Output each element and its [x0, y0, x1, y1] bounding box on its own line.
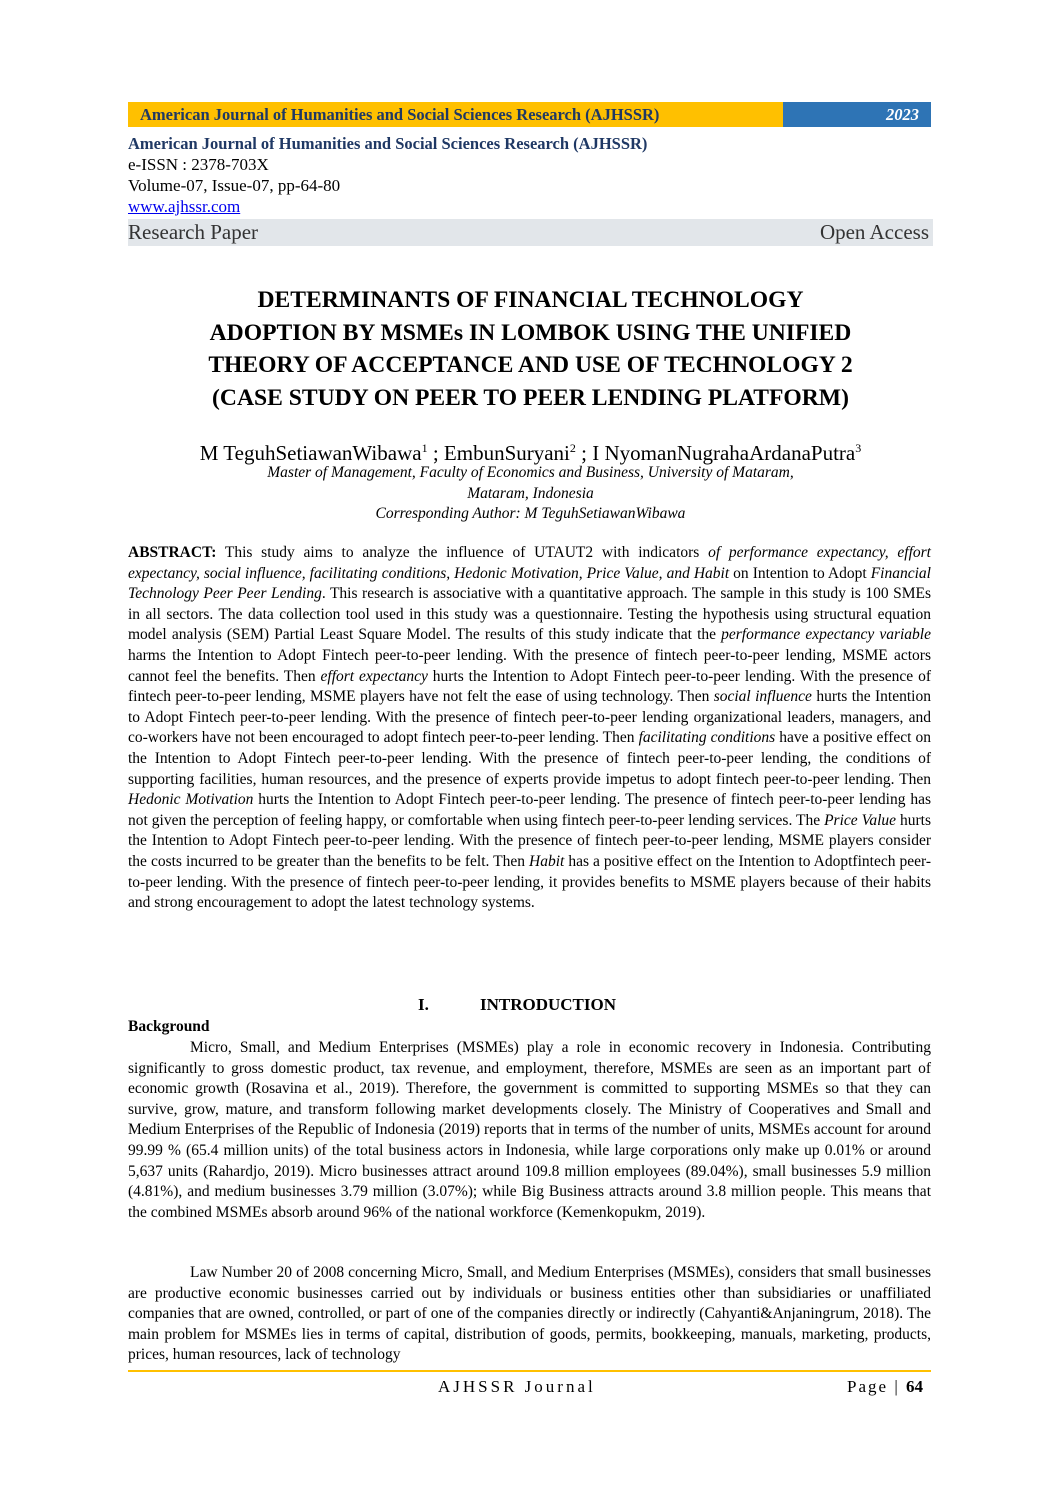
- abstract-label: ABSTRACT:: [128, 544, 217, 561]
- author-list: [128, 435, 933, 466]
- page-number: 64: [906, 1377, 923, 1396]
- abstract-italic-term: facilitating conditions: [638, 729, 776, 747]
- abstract-text: . This research is associative with a quantitative approach. The sample in this study is 100 SMEs in all sectors. The data collection tool used in this study was a questionnaire. Testing the hypothesis using structural equation model analysis (SEM) Partial Least Square Model. The results of this study indicate that the: [128, 585, 932, 644]
- header-year: 2023: [783, 102, 931, 127]
- footer-rule: [128, 1370, 931, 1372]
- abstract-text: hurts the Intention to Adopt Fintech peer-to-peer lending. The presence of fintech peer-to-peer lending has not given the perception of feeling happy, or comfortable when using fintech peer-to-peer lending services. The: [128, 791, 931, 829]
- author-name: M TeguhSetiawanWibawa: [199, 441, 422, 465]
- abstract-text: This study aims to analyze the influence of UTAUT2 with indicators: [216, 544, 709, 561]
- section-number: I.: [418, 995, 429, 1014]
- footer-page: [847, 1375, 923, 1399]
- affiliation: [128, 463, 933, 525]
- access-type: Open Access: [819, 220, 929, 244]
- abstract-italic-term: of performance expectancy, effort expectancy, social influence, facilitating conditions, Hedonic Motivation, Price Value, and Habit: [128, 544, 931, 582]
- abstract-text: harms the Intention to Adopt Fintech peer-to-peer lending. With the presence of fintech peer-to-peer lending, MSME actors cannot feel the benefits. Then: [128, 646, 931, 685]
- title-line: DETERMINANTS OF FINANCIAL TECHNOLOGY: [257, 287, 804, 313]
- author-separator: ;: [575, 441, 593, 465]
- author-name: I NyomanNugrahaArdanaPutra: [592, 441, 856, 465]
- author-affiliation-mark: 3: [855, 441, 862, 455]
- affiliation-line: Mataram, Indonesia: [467, 484, 594, 502]
- paper-title: [128, 284, 933, 414]
- body-paragraph: Law Number 20 of 2008 concerning Micro, Small, and Medium Enterprises (MSMEs), considers that small businesses are productive economic businesses carried out by individuals or business entities other than subsidiaries or unaffiliated companies that are owned, controlled, or part of one of the companies directly or indirectly (Cahyanti&Anjaningrum, 2018). The main problem for MSMEs lies in terms of capital, distribution of goods, permits, bookkeeping, manuals, marketing, products, prices, human resources, lack of technology: [128, 1264, 931, 1364]
- title-line: ADOPTION BY MSMEs IN LOMBOK USING THE UNIFIED: [209, 319, 852, 346]
- author-name: EmbunSuryani: [443, 441, 570, 465]
- header-journal-name: American Journal of Humanities and Social Sciences Research (AJHSSR): [128, 102, 783, 127]
- running-header: [128, 102, 931, 127]
- abstract-text: has a positive effect on the Intention to Adoptfintech peer-to-peer lending. With the presence of fintech peer-to-peer lending, it provides benefits to MSME players because of their habits and strong encouragement to adopt the latest technology systems.: [128, 852, 932, 912]
- title-line: (CASE STUDY ON PEER TO PEER LENDING PLATFORM): [212, 384, 849, 411]
- page-label: Page |: [847, 1377, 900, 1396]
- journal-name: American Journal of Humanities and Social Sciences Research (AJHSSR): [128, 134, 648, 153]
- abstract-italic-term: social influence: [713, 688, 812, 706]
- body-paragraph: Micro, Small, and Medium Enterprises (MSMEs) play a role in economic recovery in Indonesia. Contributing significantly to gross domestic product, tax revenue, and employment, therefore, MSMEs are seen as an important part of economic growth (Rosavina et al., 2019). Therefore, the government is committed to supporting MSMEs so that they can survive, grow, mature, and transform following market developments closely. The Ministry of Cooperatives and Small and Medium Enterprises of the Republic of Indonesia (2019) reports that in terms of the number of units, MSMEs account for around 99.99 % (65.4 million units) of the total business actors in Indonesia, while large corporations only make up 0.01% or around 5,637 units (Rahardjo, 2019). Micro businesses attract around 109.8 million employees (89.04%), small businesses 5.9 million (4.81%), and medium businesses 3.79 million (3.07%); while Big Business attracts around 3.8 million people. This means that the combined MSMEs absorb around 96% of the national workforce (Kemenkopukm, 2019).: [128, 1039, 931, 1221]
- issn: e-ISSN : 2378-703X: [128, 155, 269, 174]
- title-line: THEORY OF ACCEPTANCE AND USE OF TECHNOLOGY 2: [208, 352, 853, 378]
- corresponding-author: Corresponding Author: M TeguhSetiawanWibawa: [375, 505, 686, 522]
- abstract-text: on Intention to Adopt: [729, 564, 871, 582]
- volume-issue: Volume-07, Issue-07, pp-64-80: [128, 176, 341, 195]
- abstract-text: hurts the Intention to Adopt Fintech peer-to-peer lending. With the presence of fintech peer-to-peer lending, MSME players consider the costs incurred to be greater than the benefits to be felt. Then: [128, 811, 932, 870]
- author-affiliation-mark: 2: [569, 441, 576, 455]
- abstract-text: hurts the Intention to Adopt Fintech peer-to-peer lending. With the presence of fintech peer-to-peer lending, MSME players have not felt the ease of using technology. Then: [128, 667, 931, 706]
- abstract-text: hurts the Intention to Adopt Fintech peer-to-peer lending. With the presence of fintech peer-to-peer lending organizational leaders, managers, and co-workers have not been encouraged to adopt fintech peer-to-peer lending. Then: [128, 688, 931, 747]
- author-separator: ;: [427, 441, 444, 465]
- paper-type: Research Paper: [128, 220, 259, 244]
- footer-journal: AJHSSR Journal: [438, 1377, 596, 1396]
- affiliation-line: Master of Management, Faculty of Economics and Business, University of Mataram,: [267, 464, 794, 481]
- section-title: INTRODUCTION: [480, 995, 617, 1014]
- page-footer: [128, 1375, 931, 1399]
- journal-info: [128, 134, 933, 246]
- abstract-text: have a positive effect on the Intention to Adopt Fintech peer-to-peer lending. With the presence of fintech peer-to-peer lending, the conditions of supporting facilities, human resources, and the presence of experts provide impetus to adopt fintech peer-to-peer lending. Then: [128, 729, 931, 788]
- subheading-background: Background: [128, 1018, 210, 1035]
- abstract-italic-term: performance expectancy variable: [721, 626, 931, 644]
- abstract-italic-term: Financial Technology Peer Peer Lending: [128, 564, 931, 603]
- journal-website-link[interactable]: www.ajhssr.com: [128, 197, 241, 216]
- abstract: [128, 543, 931, 914]
- abstract-italic-term: Habit: [529, 852, 565, 870]
- abstract-italic-term: Price Value: [824, 811, 897, 829]
- author-affiliation-mark: 1: [421, 441, 428, 455]
- abstract-body: [128, 544, 931, 911]
- abstract-italic-term: effort expectancy: [320, 667, 428, 685]
- paper-type-bar: [128, 219, 933, 246]
- abstract-italic-term: Hedonic Motivation: [128, 791, 254, 809]
